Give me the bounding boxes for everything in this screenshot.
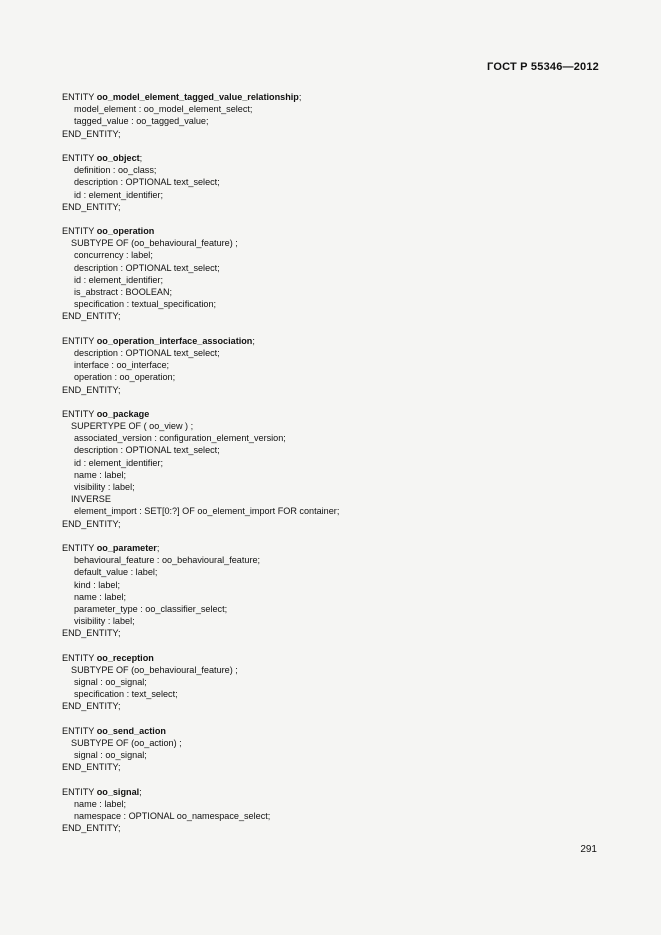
attribute-line: description : OPTIONAL text_select; [74, 445, 220, 456]
standard-header: ГОСТ Р 55346—2012 [487, 61, 599, 73]
attribute-line: parameter_type : oo_classifier_select; [74, 603, 228, 614]
entity-keyword: ENTITY [62, 652, 95, 663]
type-clause: SUBTYPE OF (oo_behavioural_feature) ; [71, 664, 238, 675]
entity-name: oo_package [96, 408, 150, 419]
attribute-line: tagged_value : oo_tagged_value; [74, 116, 209, 127]
inverse-attribute-line: element_import : SET[0:?] OF oo_element_import FOR container; [74, 506, 340, 517]
end-entity: END_ENTITY; [62, 311, 121, 322]
attribute-line: definition : oo_class; [74, 165, 157, 176]
end-entity: END_ENTITY; [62, 762, 121, 773]
attribute-line: specification : textual_specification; [74, 299, 217, 310]
entity-header-suffix: ; [298, 92, 302, 102]
entity-block [62, 335, 602, 396]
entity-keyword: ENTITY [62, 725, 95, 736]
entity-block [62, 652, 602, 713]
end-entity: END_ENTITY; [62, 701, 121, 712]
attribute-line: operation : oo_operation; [74, 372, 176, 383]
attribute-line: namespace : OPTIONAL oo_namespace_select; [74, 811, 271, 822]
entity-block [62, 408, 602, 530]
attribute-line: default_value : label; [74, 567, 158, 578]
entity-block [62, 91, 602, 140]
entity-name: oo_operation [96, 226, 155, 237]
attribute-line: id : element_identifier; [74, 457, 163, 468]
entity-header-suffix: ; [156, 542, 160, 553]
attribute-line: interface : oo_interface; [74, 360, 170, 371]
attribute-line: id : element_identifier; [74, 274, 163, 285]
entity-block [62, 725, 602, 774]
entity-header [62, 786, 602, 798]
attribute-line: specification : text_select; [74, 689, 178, 700]
attribute-line: associated_version : configuration_element_version; [74, 433, 286, 444]
entity-block [62, 542, 602, 640]
entity-header [62, 652, 602, 664]
inverse-keyword: INVERSE [71, 494, 111, 505]
attribute-line: description : OPTIONAL text_select; [74, 177, 220, 188]
end-entity: END_ENTITY; [62, 201, 121, 212]
entity-keyword: ENTITY [62, 408, 95, 419]
attribute-line: description : OPTIONAL text_select; [74, 262, 220, 273]
entity-block [62, 786, 602, 835]
end-entity: END_ENTITY; [62, 823, 121, 834]
type-clause: SUBTYPE OF (oo_action) ; [71, 737, 182, 748]
express-listing [62, 91, 602, 847]
entity-header [62, 152, 602, 164]
entity-header-suffix: ; [252, 335, 255, 346]
entity-name: oo_model_element_tagged_value_relationship [96, 92, 299, 102]
entity-header [62, 91, 602, 103]
attribute-line: concurrency : label; [74, 250, 153, 261]
entity-name: oo_parameter [96, 542, 157, 553]
entity-header [62, 335, 602, 347]
attribute-line: description : OPTIONAL text_select; [74, 347, 220, 358]
page-number: 291 [580, 844, 597, 855]
attribute-line: name : label; [74, 469, 127, 480]
attribute-line: signal : oo_signal; [74, 677, 147, 687]
type-clause: SUPERTYPE OF ( oo_view ) ; [71, 421, 194, 432]
attribute-line: signal : oo_signal; [74, 750, 147, 761]
entity-keyword: ENTITY [62, 152, 95, 163]
entity-name: oo_object [96, 152, 140, 163]
entity-header-suffix: ; [139, 786, 142, 797]
attribute-line: name : label; [74, 591, 127, 602]
attribute-line: kind : label; [74, 579, 121, 590]
entity-name: oo_reception [96, 652, 154, 663]
entity-header [62, 408, 602, 420]
attribute-line: is_abstract : BOOLEAN; [74, 287, 173, 297]
entity-block [62, 225, 602, 323]
entity-keyword: ENTITY [62, 92, 95, 102]
attribute-line: id : element_identifier; [74, 189, 163, 200]
attribute-line: model_element : oo_model_element_select; [74, 104, 253, 115]
end-entity: END_ENTITY; [62, 384, 121, 395]
end-entity: END_ENTITY; [62, 128, 121, 139]
entity-keyword: ENTITY [62, 542, 95, 553]
entity-name: oo_signal [96, 786, 140, 797]
attribute-line: visibility : label; [74, 616, 135, 627]
attribute-line: visibility : label; [74, 482, 135, 492]
entity-name: oo_operation_interface_association [96, 335, 253, 346]
entity-keyword: ENTITY [62, 786, 95, 797]
entity-keyword: ENTITY [62, 226, 95, 237]
entity-header [62, 225, 602, 237]
attribute-line: behavioural_feature : oo_behavioural_feature; [74, 555, 261, 566]
type-clause: SUBTYPE OF (oo_behavioural_feature) ; [71, 238, 238, 249]
attribute-line: name : label; [74, 798, 127, 809]
entity-keyword: ENTITY [62, 335, 95, 346]
entity-name: oo_send_action [96, 725, 166, 736]
entity-block [62, 152, 602, 213]
end-entity: END_ENTITY; [62, 518, 121, 529]
entity-header [62, 542, 602, 554]
end-entity: END_ENTITY; [62, 628, 121, 639]
entity-header [62, 725, 602, 737]
entity-header-suffix: ; [139, 152, 143, 163]
